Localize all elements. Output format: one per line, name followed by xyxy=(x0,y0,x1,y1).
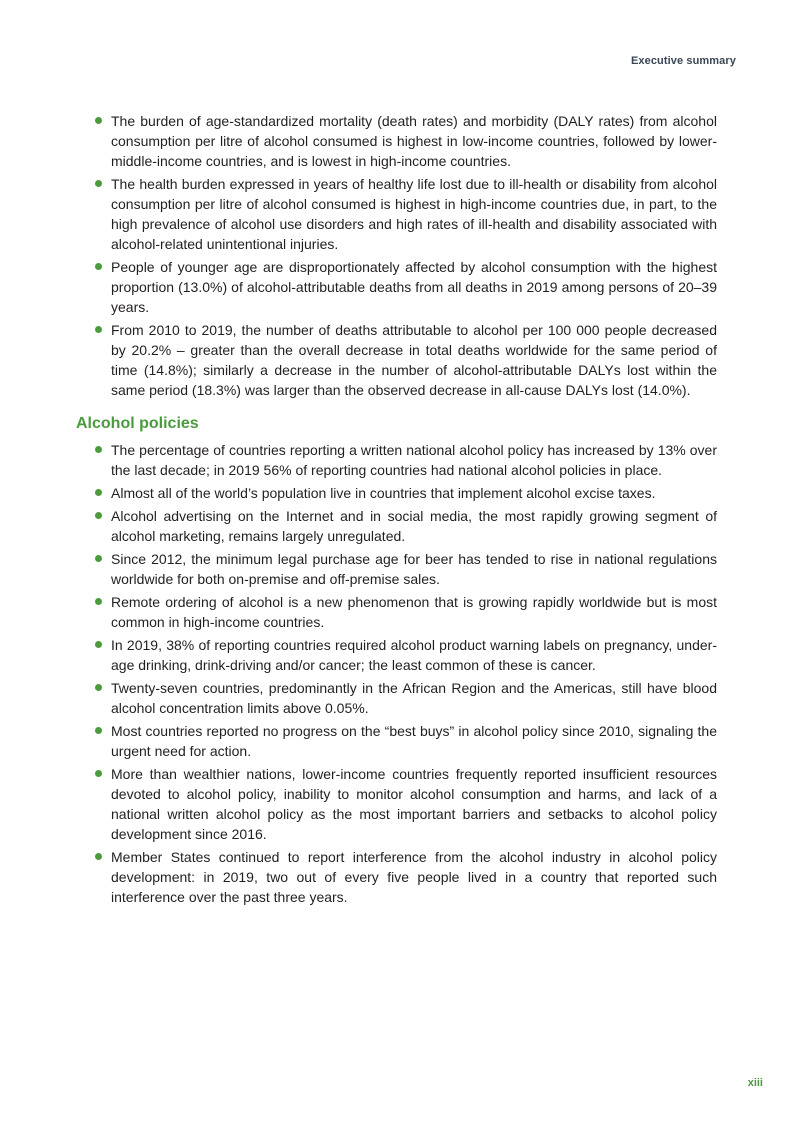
bullet-list-alcohol-policies xyxy=(76,440,717,907)
list-item-text: From 2010 to 2019, the number of deaths attributable to alcohol per 100 000 people decreased by 20.2% – greater than the overall decrease in total deaths worldwide for the same period of time (14.8%); similarly a decrease in the number of alcohol-attributable DALYs lost within the same period (18.3%) was larger than the observed decrease in all-cause DALYs lost (14.0%). xyxy=(111,322,717,398)
list-item xyxy=(76,847,717,907)
list-item-text: The burden of age-standardized mortality (death rates) and morbidity (DALY rates) from alcohol consumption per litre of alcohol consumed is highest in low-income countries, followed by lower-middle-income countries, and is lowest in high-income countries. xyxy=(111,113,717,169)
list-item xyxy=(76,506,717,546)
list-item-text: Alcohol advertising on the Internet and in social media, the most rapidly growing segment of alcohol marketing, remains largely unregulated. xyxy=(111,508,717,544)
section-heading-alcohol-policies: Alcohol policies xyxy=(76,415,199,432)
list-item xyxy=(76,483,717,503)
list-item-text: Most countries reported no progress on the “best buys” in alcohol policy since 2010, signaling the urgent need for action. xyxy=(111,723,717,759)
running-header: Executive summary xyxy=(630,55,736,67)
bullet-icon xyxy=(95,641,102,648)
list-item xyxy=(76,592,717,632)
bullet-icon xyxy=(95,489,102,496)
list-item xyxy=(76,320,717,400)
list-item xyxy=(76,764,717,844)
list-item-text: Remote ordering of alcohol is a new phenomenon that is growing rapidly worldwide but is most common in high-income countries. xyxy=(111,594,717,630)
bullet-icon xyxy=(95,326,102,333)
list-item-text: More than wealthier nations, lower-income countries frequently reported insufficient resources devoted to alcohol policy, inability to monitor alcohol consumption and harms, and lack of a national written alcohol policy as the most important barriers and setbacks to alcohol policy development since 2016. xyxy=(111,766,717,842)
list-item xyxy=(76,174,717,254)
bullet-icon xyxy=(95,512,102,519)
list-item-text: In 2019, 38% of reporting countries required alcohol product warning labels on pregnancy, under-age drinking, drink-driving and/or cancer; the least common of these is cancer. xyxy=(111,637,717,673)
bullet-icon xyxy=(95,555,102,562)
bullet-icon xyxy=(95,446,102,453)
list-item-text: The percentage of countries reporting a written national alcohol policy has increased by 13% over the last decade; in 2019 56% of reporting countries had national alcohol policies in place. xyxy=(111,442,717,478)
bullet-icon xyxy=(95,770,102,777)
list-item xyxy=(76,440,717,480)
list-item-text: People of younger age are disproportionately affected by alcohol consumption with the highest proportion (13.0%) of alcohol-attributable deaths from all deaths in 2019 among persons of 20–39 years. xyxy=(111,259,717,315)
list-item xyxy=(76,721,717,761)
list-item xyxy=(76,257,717,317)
bullet-icon xyxy=(95,853,102,860)
list-item xyxy=(76,678,717,718)
list-item xyxy=(76,635,717,675)
bullet-icon xyxy=(95,684,102,691)
bullet-list-burden xyxy=(76,111,717,400)
list-item xyxy=(76,549,717,589)
bullet-icon xyxy=(95,598,102,605)
list-item-text: The health burden expressed in years of healthy life lost due to ill-health or disability from alcohol consumption per litre of alcohol consumed is highest in high-income countries due, in part, to the high prevalence of alcohol use disorders and high rates of ill-health and disability associated with alcohol-related unintentional injuries. xyxy=(111,176,717,252)
bullet-icon xyxy=(95,117,102,124)
list-item-text: Almost all of the world’s population live in countries that implement alcohol excise taxes. xyxy=(111,485,656,501)
list-item-text: Since 2012, the minimum legal purchase age for beer has tended to rise in national regulations worldwide for both on-premise and off-premise sales. xyxy=(111,551,717,587)
bullet-icon xyxy=(95,263,102,270)
list-item xyxy=(76,111,717,171)
list-item-text: Twenty-seven countries, predominantly in the African Region and the Americas, still have blood alcohol concentration limits above 0.05%. xyxy=(111,680,717,716)
page-number: xiii xyxy=(747,1077,763,1089)
page-content xyxy=(76,111,717,910)
list-item-text: Member States continued to report interference from the alcohol industry in alcohol policy development: in 2019, two out of every five people lived in a country that reported such interference over the past three years. xyxy=(111,849,717,905)
bullet-icon xyxy=(95,727,102,734)
bullet-icon xyxy=(95,180,102,187)
